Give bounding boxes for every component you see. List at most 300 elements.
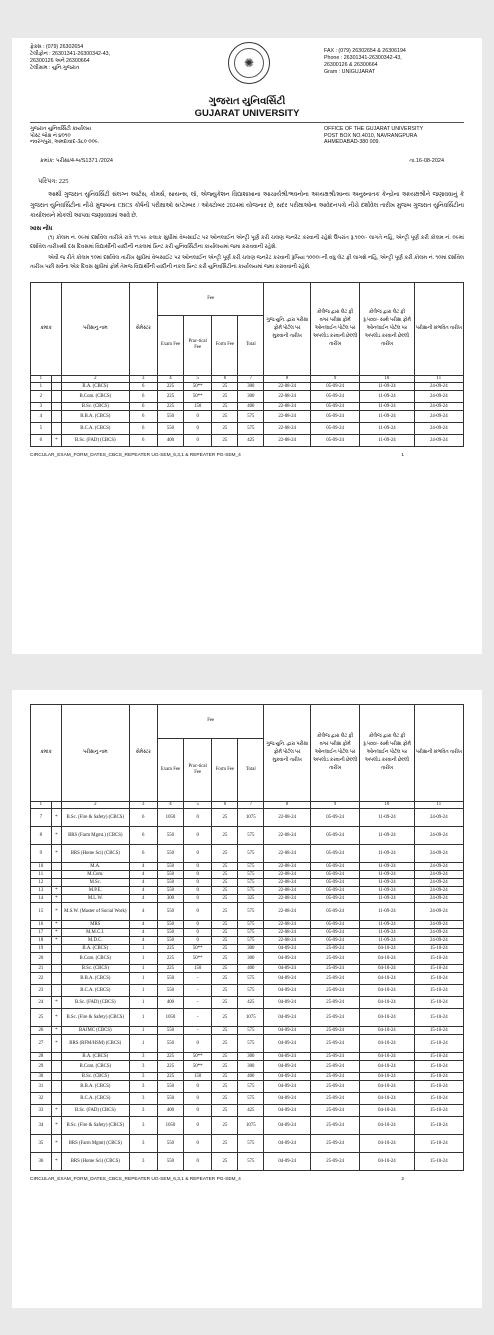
portal-date-cell: 04-09-24 bbox=[264, 965, 311, 973]
serial-cell: 35 bbox=[31, 1135, 52, 1153]
mark-cell bbox=[51, 985, 61, 997]
semester-cell: 3 bbox=[129, 1117, 158, 1135]
exam-name-cell: BAJMC (CBCS) bbox=[62, 1027, 129, 1035]
practical-fee-cell: 0 bbox=[183, 895, 212, 903]
last-date-cell: 05-09-24 bbox=[310, 921, 359, 929]
column-number: 4 bbox=[158, 802, 184, 809]
portal-date-cell: 22-08-24 bbox=[264, 879, 311, 887]
total-cell: 1075 bbox=[238, 1117, 264, 1135]
form-fee-cell: 25 bbox=[212, 871, 238, 879]
serial-cell: 30 bbox=[31, 1073, 52, 1081]
circular-body bbox=[30, 190, 464, 272]
semester-cell: 1 bbox=[129, 945, 158, 953]
exam-date-cell: 24-09-24 bbox=[414, 929, 463, 937]
exam-fee-cell: 550 bbox=[158, 1135, 184, 1153]
table-row bbox=[31, 973, 464, 985]
total-cell: 575 bbox=[238, 985, 264, 997]
exam-name-cell: BRS (Farm Mgmt.) (CBCS) bbox=[62, 827, 129, 845]
university-seal bbox=[228, 42, 270, 84]
semester-cell: 6 bbox=[129, 423, 158, 435]
semester-cell: 1 bbox=[129, 1009, 158, 1027]
mark-cell: * bbox=[51, 895, 61, 903]
mark-cell bbox=[51, 403, 61, 411]
form-fee-cell: 25 bbox=[212, 965, 238, 973]
semester-cell: 3 bbox=[129, 1053, 158, 1061]
phone-line-gu-2: 26300126 અને 26300664 bbox=[30, 58, 90, 64]
practical-fee-cell: 150 bbox=[183, 403, 212, 411]
last-date-cell: 25-09-24 bbox=[310, 1081, 359, 1093]
practical-fee-cell: - bbox=[183, 1009, 212, 1027]
exam-name-cell: B.A. (CBCS) bbox=[62, 1053, 129, 1061]
note-heading: ખાસ નોંધ bbox=[30, 225, 53, 232]
exam-fee-cell: 225 bbox=[158, 965, 184, 973]
form-fee-cell: 25 bbox=[212, 1035, 238, 1053]
column-number: 9 bbox=[310, 802, 359, 809]
last-date-cell: 05-09-24 bbox=[310, 435, 359, 447]
practical-fee-cell: 0 bbox=[183, 827, 212, 845]
semester-cell: 4 bbox=[129, 921, 158, 929]
footer-filename: CIRCULAR_EXAM_FORM_DATES_CBCS_REPEATER UG-SEM_6,3,1 & REPEATER PG-SEM_4 bbox=[30, 1177, 241, 1182]
exam-name-cell: B.Sc. (FAD) (CBCS) bbox=[62, 435, 129, 447]
table-row bbox=[31, 965, 464, 973]
last-date-cell: 05-09-24 bbox=[310, 411, 359, 423]
mark-cell bbox=[51, 879, 61, 887]
total-cell: 575 bbox=[238, 937, 264, 945]
portal-upload-date-header: ગુજ.યુનિ. દ્વારા પરીક્ષા ફોર્મ પોર્ટલ પર મુકવાની તારીખ bbox=[264, 283, 311, 376]
exam-date-cell: 24-09-24 bbox=[414, 383, 463, 391]
form-fee-cell: 25 bbox=[212, 827, 238, 845]
portal-date-cell: 22-08-24 bbox=[264, 929, 311, 937]
last-date-cell: 25-09-24 bbox=[310, 965, 359, 973]
portal-date-cell: 04-09-24 bbox=[264, 985, 311, 997]
address-line: POST BOX NO.4010, NAVRANGPURA bbox=[324, 132, 418, 139]
exam-date-cell: 24-09-24 bbox=[414, 411, 463, 423]
form-fee-cell: 25 bbox=[212, 945, 238, 953]
column-number: 6 bbox=[212, 802, 238, 809]
exam-date-cell: 24-09-24 bbox=[414, 845, 463, 863]
total-cell: 300 bbox=[238, 953, 264, 965]
exam-name-cell: B.A. (CBCS) bbox=[62, 383, 129, 391]
practical-fee-cell: 50** bbox=[183, 953, 212, 965]
table-row bbox=[31, 1117, 464, 1135]
last-date-cell: 05-09-24 bbox=[310, 809, 359, 827]
serial-cell: 25 bbox=[31, 1009, 52, 1027]
practical-fee-cell: 0 bbox=[183, 871, 212, 879]
exam-fee-cell: 225 bbox=[158, 1053, 184, 1061]
practical-fee-cell: 0 bbox=[183, 921, 212, 929]
mark-cell bbox=[51, 953, 61, 965]
form-fee-cell: 25 bbox=[212, 1009, 238, 1027]
total-cell: 425 bbox=[238, 1105, 264, 1117]
address-line: પોસ્ટ બોક્ષ નં ૪૦૧૦ bbox=[30, 132, 71, 139]
practical-fee-cell: - bbox=[183, 997, 212, 1009]
column-number: 10 bbox=[360, 802, 414, 809]
address-line: OFFICE OF THE GUJARAT UNIVERSITY bbox=[324, 126, 424, 132]
practical-fee-cell: 150 bbox=[183, 965, 212, 973]
exam-fee-header: Exam Fee bbox=[158, 738, 184, 801]
portal-date-cell: 22-08-24 bbox=[264, 871, 311, 879]
university-name-english: GUJARAT UNIVERSITY bbox=[194, 108, 300, 119]
serial-cell: 11 bbox=[31, 871, 52, 879]
column-number: 11 bbox=[414, 376, 463, 383]
serial-cell: 1 bbox=[31, 383, 52, 391]
exam-date-cell: 15-10-24 bbox=[414, 1027, 463, 1035]
exam-date-cell: 24-09-24 bbox=[414, 403, 463, 411]
exam-fee-cell: 1050 bbox=[158, 1117, 184, 1135]
mark-cell bbox=[51, 1073, 61, 1081]
table-row bbox=[31, 903, 464, 921]
exam-fee-cell: 550 bbox=[158, 871, 184, 879]
last-date-cell: 05-09-24 bbox=[310, 863, 359, 871]
exam-date-cell: 24-09-24 bbox=[414, 879, 463, 887]
table-row bbox=[31, 827, 464, 845]
total-cell: 575 bbox=[238, 921, 264, 929]
exam-date-cell: 24-09-24 bbox=[414, 827, 463, 845]
last-date-late-fee-header: કોલેજ દ્વારા લેટ ફી રૂ.૫૦૦/- સાથે પરીક્ષા ફોર્મ ઓનલાઈન પોર્ટલ પર અપલોડ કરવાની છેલ્લી તારીખ bbox=[360, 283, 414, 376]
exam-fee-cell: 550 bbox=[158, 985, 184, 997]
mark-cell: * bbox=[51, 921, 61, 929]
exam-date-cell: 15-10-24 bbox=[414, 1053, 463, 1061]
form-fee-cell: 25 bbox=[212, 435, 238, 447]
form-fee-cell: 25 bbox=[212, 985, 238, 997]
portal-date-cell: 22-08-24 bbox=[264, 383, 311, 391]
table-row bbox=[31, 809, 464, 827]
portal-date-cell: 04-09-24 bbox=[264, 1053, 311, 1061]
exam-date-cell: 24-09-24 bbox=[414, 887, 463, 895]
table-row bbox=[31, 887, 464, 895]
circular-date: તા.16-08-2024 bbox=[409, 158, 444, 164]
practical-fee-cell: 50** bbox=[183, 383, 212, 391]
last-date-cell: 05-09-24 bbox=[310, 845, 359, 863]
late-fee-date-cell: 11-09-24 bbox=[360, 887, 414, 895]
exam-name-cell: B.Com. (CBCS) bbox=[62, 953, 129, 965]
serial-cell: 13 bbox=[31, 887, 52, 895]
form-fee-cell: 25 bbox=[212, 903, 238, 921]
last-date-cell: 05-09-24 bbox=[310, 871, 359, 879]
exam-name-cell: M.Com. bbox=[62, 871, 129, 879]
last-date-cell: 25-09-24 bbox=[310, 1105, 359, 1117]
late-fee-date-cell: 04-10-24 bbox=[360, 1035, 414, 1053]
serial-cell: 27 bbox=[31, 1035, 52, 1053]
table-row bbox=[31, 937, 464, 945]
mark-cell: * bbox=[51, 1135, 61, 1153]
exam-date-cell: 15-10-24 bbox=[414, 1117, 463, 1135]
last-date-cell: 25-09-24 bbox=[310, 953, 359, 965]
exam-name-cell: B.Sc. (FAD) (CBCS) bbox=[62, 997, 129, 1009]
last-date-cell: 05-09-24 bbox=[310, 887, 359, 895]
body-paragraph: આથી ગુજરાત યુનિવર્સિટી સંલગ્ન આર્ટસ, કોમર્સ, સાયન્સ, લૉ, એજ્યુકેશન વિદ્યાશાખાના આચાર્યશ્રી/ભવનોના અધ્યક્ષશ્રી/માન્ય અનુસ્નાતક કેન્દ્રોના અધ્યક્ષશ્રીને જણાવવાનું કે ગુજરાત યુનિવર્સિટીના નીચે મુજબના CBCS કોર્ષની પરીક્ષાઓ સપ્ટેમ્બર / ઓક્ટોબર 2024માં યોજનાર છે, સદર પરીક્ષાઓના આવેદનપત્રો નીચે દર્શાવેલ તારીખ મુજબ ગુજરાત યુનિવર્સિટીના કાર્યાલયને મોકલી આપવા જણાવવામાં આવે છે. bbox=[30, 192, 464, 219]
practical-fee-cell: 0 bbox=[183, 845, 212, 863]
office-address-english bbox=[324, 126, 464, 146]
column-number: 5 bbox=[183, 802, 212, 809]
serial-cell: 15 bbox=[31, 903, 52, 921]
exam-name-cell: B.B.A. (CBCS) bbox=[62, 973, 129, 985]
last-date-no-late-fee-header: કોલેજ દ્વારા લેટ ફી વગર પરીક્ષા ફોર્મ ઓનલાઈન પોર્ટલ પર અપલોડ કરવાની છેલ્લી તારીખ bbox=[310, 283, 359, 376]
phone-line-en-2: 26300126 & 26300664 bbox=[324, 62, 378, 68]
portal-date-cell: 04-09-24 bbox=[264, 1135, 311, 1153]
mark-cell bbox=[51, 423, 61, 435]
telegram-line-gu: ટેલીગ્રામ : યુનિ.ગુજરાત bbox=[30, 65, 80, 71]
mark-cell: * bbox=[51, 1105, 61, 1117]
last-date-cell: 25-09-24 bbox=[310, 945, 359, 953]
exam-name-cell: B.Sc. (Fire & Safety) (CBCS) bbox=[62, 1009, 129, 1027]
late-fee-date-cell: 11-09-24 bbox=[360, 921, 414, 929]
practical-fee-cell: 0 bbox=[183, 1135, 212, 1153]
late-fee-date-cell: 11-09-24 bbox=[360, 403, 414, 411]
fax-line-gu: ફેક્સ : (079) 26302654 bbox=[30, 44, 84, 50]
exam-name-cell: B.B.A. (CBCS) bbox=[62, 1081, 129, 1093]
practical-fee-cell: - bbox=[183, 1027, 212, 1035]
total-cell: 425 bbox=[238, 997, 264, 1009]
exam-schedule-table-page-2 bbox=[30, 704, 464, 1171]
total-cell: 575 bbox=[238, 863, 264, 871]
practical-fee-cell: 0 bbox=[183, 809, 212, 827]
exam-date-cell: 15-10-24 bbox=[414, 953, 463, 965]
semester-cell: 1 bbox=[129, 1035, 158, 1053]
exam-fee-cell: 550 bbox=[158, 411, 184, 423]
exam-schedule-table-page-1 bbox=[30, 282, 464, 447]
portal-date-cell: 22-08-24 bbox=[264, 403, 311, 411]
exam-fee-cell: 550 bbox=[158, 863, 184, 871]
footer-page-number: 1 bbox=[401, 453, 404, 458]
serial-header: ક્રમાંક bbox=[31, 705, 62, 802]
exam-name-cell: BRS (Home Sci) (CBCS) bbox=[62, 1153, 129, 1171]
mark-cell: * bbox=[51, 1009, 61, 1027]
exam-date-cell: 15-10-24 bbox=[414, 1153, 463, 1171]
letterhead-contact-gujarati bbox=[30, 44, 210, 72]
practical-fee-cell: 0 bbox=[183, 423, 212, 435]
exam-fee-cell: 550 bbox=[158, 929, 184, 937]
total-cell: 575 bbox=[238, 1093, 264, 1105]
portal-upload-date-header: ગુજ.યુનિ. દ્વારા પરીક્ષા ફોર્મ પોર્ટલ પર મુકવાની તારીખ bbox=[264, 705, 311, 802]
exam-date-cell: 24-09-24 bbox=[414, 809, 463, 827]
portal-date-cell: 04-09-24 bbox=[264, 997, 311, 1009]
semester-cell: 4 bbox=[129, 929, 158, 937]
exam-name-cell: B.B.A. (CBCS) bbox=[62, 411, 129, 423]
last-date-cell: 05-09-24 bbox=[310, 391, 359, 403]
semester-cell: 4 bbox=[129, 879, 158, 887]
form-fee-cell: 25 bbox=[212, 1061, 238, 1073]
portal-date-cell: 22-08-24 bbox=[264, 423, 311, 435]
portal-date-cell: 22-08-24 bbox=[264, 903, 311, 921]
exam-fee-cell: 225 bbox=[158, 1073, 184, 1081]
practical-fee-cell: 50** bbox=[183, 1061, 212, 1073]
exam-fee-cell: 400 bbox=[158, 1105, 184, 1117]
form-fee-cell: 25 bbox=[212, 887, 238, 895]
form-fee-cell: 25 bbox=[212, 391, 238, 403]
exam-fee-cell: 400 bbox=[158, 435, 184, 447]
form-fee-cell: 25 bbox=[212, 1153, 238, 1171]
exam-date-cell: 15-10-24 bbox=[414, 1009, 463, 1027]
exam-fee-cell: 550 bbox=[158, 1153, 184, 1171]
semester-cell: 6 bbox=[129, 391, 158, 403]
semester-cell: 6 bbox=[129, 827, 158, 845]
semester-cell: 1 bbox=[129, 973, 158, 985]
column-number: 9 bbox=[310, 376, 359, 383]
column-number: 8 bbox=[264, 802, 311, 809]
exam-date-cell: 24-09-24 bbox=[414, 895, 463, 903]
column-number: 2 bbox=[62, 376, 129, 383]
exam-name-cell: M.M.C.J. bbox=[62, 929, 129, 937]
exam-name-cell: M.L.W. bbox=[62, 895, 129, 903]
last-date-cell: 05-09-24 bbox=[310, 879, 359, 887]
practical-fee-cell: 0 bbox=[183, 1081, 212, 1093]
exam-date-cell: 24-09-24 bbox=[414, 871, 463, 879]
total-cell: 300 bbox=[238, 1061, 264, 1073]
late-fee-date-cell: 11-09-24 bbox=[360, 895, 414, 903]
exam-name-header: પરીક્ષાનું નામ bbox=[62, 705, 129, 802]
document-page-1 bbox=[12, 38, 482, 654]
form-fee-cell: 25 bbox=[212, 1105, 238, 1117]
total-cell: 575 bbox=[238, 1027, 264, 1035]
table-row bbox=[31, 391, 464, 403]
last-date-cell: 25-09-24 bbox=[310, 973, 359, 985]
total-cell: 575 bbox=[238, 423, 264, 435]
semester-cell: 4 bbox=[129, 863, 158, 871]
address-line: નવરંગપુરા, અમદાવાદ-૩૮૦ ૦૦૯. bbox=[30, 139, 100, 145]
table-row bbox=[31, 845, 464, 863]
total-cell: 575 bbox=[238, 1081, 264, 1093]
total-cell: 575 bbox=[238, 887, 264, 895]
practical-fee-cell: 50** bbox=[183, 391, 212, 403]
column-number: 7 bbox=[238, 802, 264, 809]
table-row bbox=[31, 1105, 464, 1117]
exam-date-cell: 24-09-24 bbox=[414, 903, 463, 921]
total-cell: 400 bbox=[238, 403, 264, 411]
semester-cell: 1 bbox=[129, 985, 158, 997]
table-row bbox=[31, 1093, 464, 1105]
column-number: 4 bbox=[158, 376, 184, 383]
serial-cell: 8 bbox=[31, 827, 52, 845]
serial-cell: 20 bbox=[31, 953, 52, 965]
exam-date-cell: 24-09-24 bbox=[414, 937, 463, 945]
column-number: 10 bbox=[360, 376, 414, 383]
exam-fee-cell: 550 bbox=[158, 1035, 184, 1053]
form-fee-cell: 25 bbox=[212, 423, 238, 435]
exam-name-cell: B.Sc. (CBCS) bbox=[62, 1073, 129, 1081]
portal-date-cell: 22-08-24 bbox=[264, 391, 311, 403]
exam-fee-cell: 550 bbox=[158, 845, 184, 863]
serial-cell: 17 bbox=[31, 929, 52, 937]
exam-date-cell: 24-09-24 bbox=[414, 435, 463, 447]
total-cell: 325 bbox=[238, 895, 264, 903]
form-fee-cell: 25 bbox=[212, 863, 238, 871]
last-date-cell: 25-09-24 bbox=[310, 1153, 359, 1171]
fax-line-en: FAX : (079) 26302654 & 26306194 bbox=[324, 48, 406, 54]
column-number bbox=[51, 802, 61, 809]
late-fee-date-cell: 04-10-24 bbox=[360, 1135, 414, 1153]
note-paragraph-2: એવી જ રીતે કોલમ ૧૦માં દર્શાવેલ તારીખ સુધીમાં વેબસાઈટ પર ઓનલાઈન એન્ટ્રી પૂર્ણ કરી ચલણ જનરેટ કરવાની રૂપિયા ૧૦૦૦/-ની વધુ લેટ ફી લાગશે નહિ, એન્ટ્રી પૂર્ણ કરી કોલમ નં. ૧૦માં દર્શાવેલ તારીખ પછી સર્વેના એક દિવસ સુધીમાં ફોર્મ તેમજ વિદ્યાર્થીની યાદીની નકલ પ્રિન્ટ કરી યુનિવર્સિટીના કાર્યાલયમાં જમા કરાવવાની રહેશે. bbox=[30, 255, 464, 270]
mark-cell bbox=[51, 1053, 61, 1061]
portal-date-cell: 04-09-24 bbox=[264, 1035, 311, 1053]
table-row bbox=[31, 863, 464, 871]
last-date-cell: 05-09-24 bbox=[310, 423, 359, 435]
table-row bbox=[31, 953, 464, 965]
exam-name-cell: B.Com. (CBCS) bbox=[62, 1061, 129, 1073]
exam-fee-cell: 550 bbox=[158, 937, 184, 945]
address-line: AHMEDABAD-380 009. bbox=[324, 139, 380, 145]
column-number bbox=[51, 376, 61, 383]
gram-line-en: Gram : UNIGUJARAT bbox=[324, 69, 376, 75]
serial-cell: 9 bbox=[31, 845, 52, 863]
column-number: 6 bbox=[212, 376, 238, 383]
semester-cell: 4 bbox=[129, 937, 158, 945]
form-fee-cell: 25 bbox=[212, 1135, 238, 1153]
total-cell: 425 bbox=[238, 435, 264, 447]
form-fee-header: Form Fee bbox=[212, 315, 238, 375]
total-cell: 400 bbox=[238, 1073, 264, 1081]
practical-fee-cell: 0 bbox=[183, 929, 212, 937]
table-row bbox=[31, 411, 464, 423]
late-fee-date-cell: 11-09-24 bbox=[360, 383, 414, 391]
form-fee-cell: 25 bbox=[212, 809, 238, 827]
serial-cell: 33 bbox=[31, 1105, 52, 1117]
mark-cell: * bbox=[51, 929, 61, 937]
exam-name-cell: BRS (Home Sci) (CBCS) bbox=[62, 845, 129, 863]
form-fee-cell: 25 bbox=[212, 921, 238, 929]
semester-cell: 1 bbox=[129, 997, 158, 1009]
portal-date-cell: 04-09-24 bbox=[264, 1081, 311, 1093]
exam-name-cell: B.Sc. (CBCS) bbox=[62, 965, 129, 973]
late-fee-date-cell: 11-09-24 bbox=[360, 435, 414, 447]
total-cell: 400 bbox=[238, 965, 264, 973]
form-fee-cell: 25 bbox=[212, 1027, 238, 1035]
exam-fee-cell: 1050 bbox=[158, 809, 184, 827]
serial-cell: 24 bbox=[31, 997, 52, 1009]
table-row bbox=[31, 1009, 464, 1027]
form-fee-cell: 25 bbox=[212, 383, 238, 391]
serial-cell: 19 bbox=[31, 945, 52, 953]
practical-fee-cell: 0 bbox=[183, 879, 212, 887]
table-row bbox=[31, 403, 464, 411]
probable-exam-date-header: પરીક્ષાની સંભવિત તારીખ bbox=[414, 283, 463, 376]
semester-cell: 4 bbox=[129, 895, 158, 903]
serial-cell: 26 bbox=[31, 1027, 52, 1035]
last-date-cell: 05-09-24 bbox=[310, 929, 359, 937]
reference-row bbox=[30, 158, 464, 168]
late-fee-date-cell: 11-09-24 bbox=[360, 929, 414, 937]
total-cell: 300 bbox=[238, 1053, 264, 1061]
form-fee-cell: 25 bbox=[212, 1117, 238, 1135]
total-cell: 575 bbox=[238, 827, 264, 845]
serial-cell: 29 bbox=[31, 1061, 52, 1073]
mark-cell: * bbox=[51, 435, 61, 447]
form-fee-cell: 25 bbox=[212, 411, 238, 423]
portal-date-cell: 22-08-24 bbox=[264, 895, 311, 903]
mark-cell bbox=[51, 391, 61, 403]
last-date-cell: 25-09-24 bbox=[310, 1009, 359, 1027]
total-cell: 575 bbox=[238, 871, 264, 879]
table-row bbox=[31, 1073, 464, 1081]
form-fee-cell: 25 bbox=[212, 937, 238, 945]
late-fee-date-cell: 04-10-24 bbox=[360, 953, 414, 965]
table-row bbox=[31, 945, 464, 953]
exam-fee-cell: 550 bbox=[158, 921, 184, 929]
form-fee-cell: 25 bbox=[212, 1053, 238, 1061]
semester-cell: 3 bbox=[129, 1135, 158, 1153]
table-row bbox=[31, 921, 464, 929]
table-row bbox=[31, 1081, 464, 1093]
exam-name-cell: BRS (RFM/HSM) (CBCS) bbox=[62, 1035, 129, 1053]
late-fee-date-cell: 11-09-24 bbox=[360, 871, 414, 879]
form-fee-cell: 25 bbox=[212, 879, 238, 887]
semester-cell: 3 bbox=[129, 1105, 158, 1117]
column-number: 7 bbox=[238, 376, 264, 383]
exam-date-cell: 15-10-24 bbox=[414, 945, 463, 953]
exam-date-cell: 15-10-24 bbox=[414, 1105, 463, 1117]
serial-cell: 18 bbox=[31, 937, 52, 945]
exam-name-header: પરીક્ષાનું નામ bbox=[62, 283, 129, 376]
